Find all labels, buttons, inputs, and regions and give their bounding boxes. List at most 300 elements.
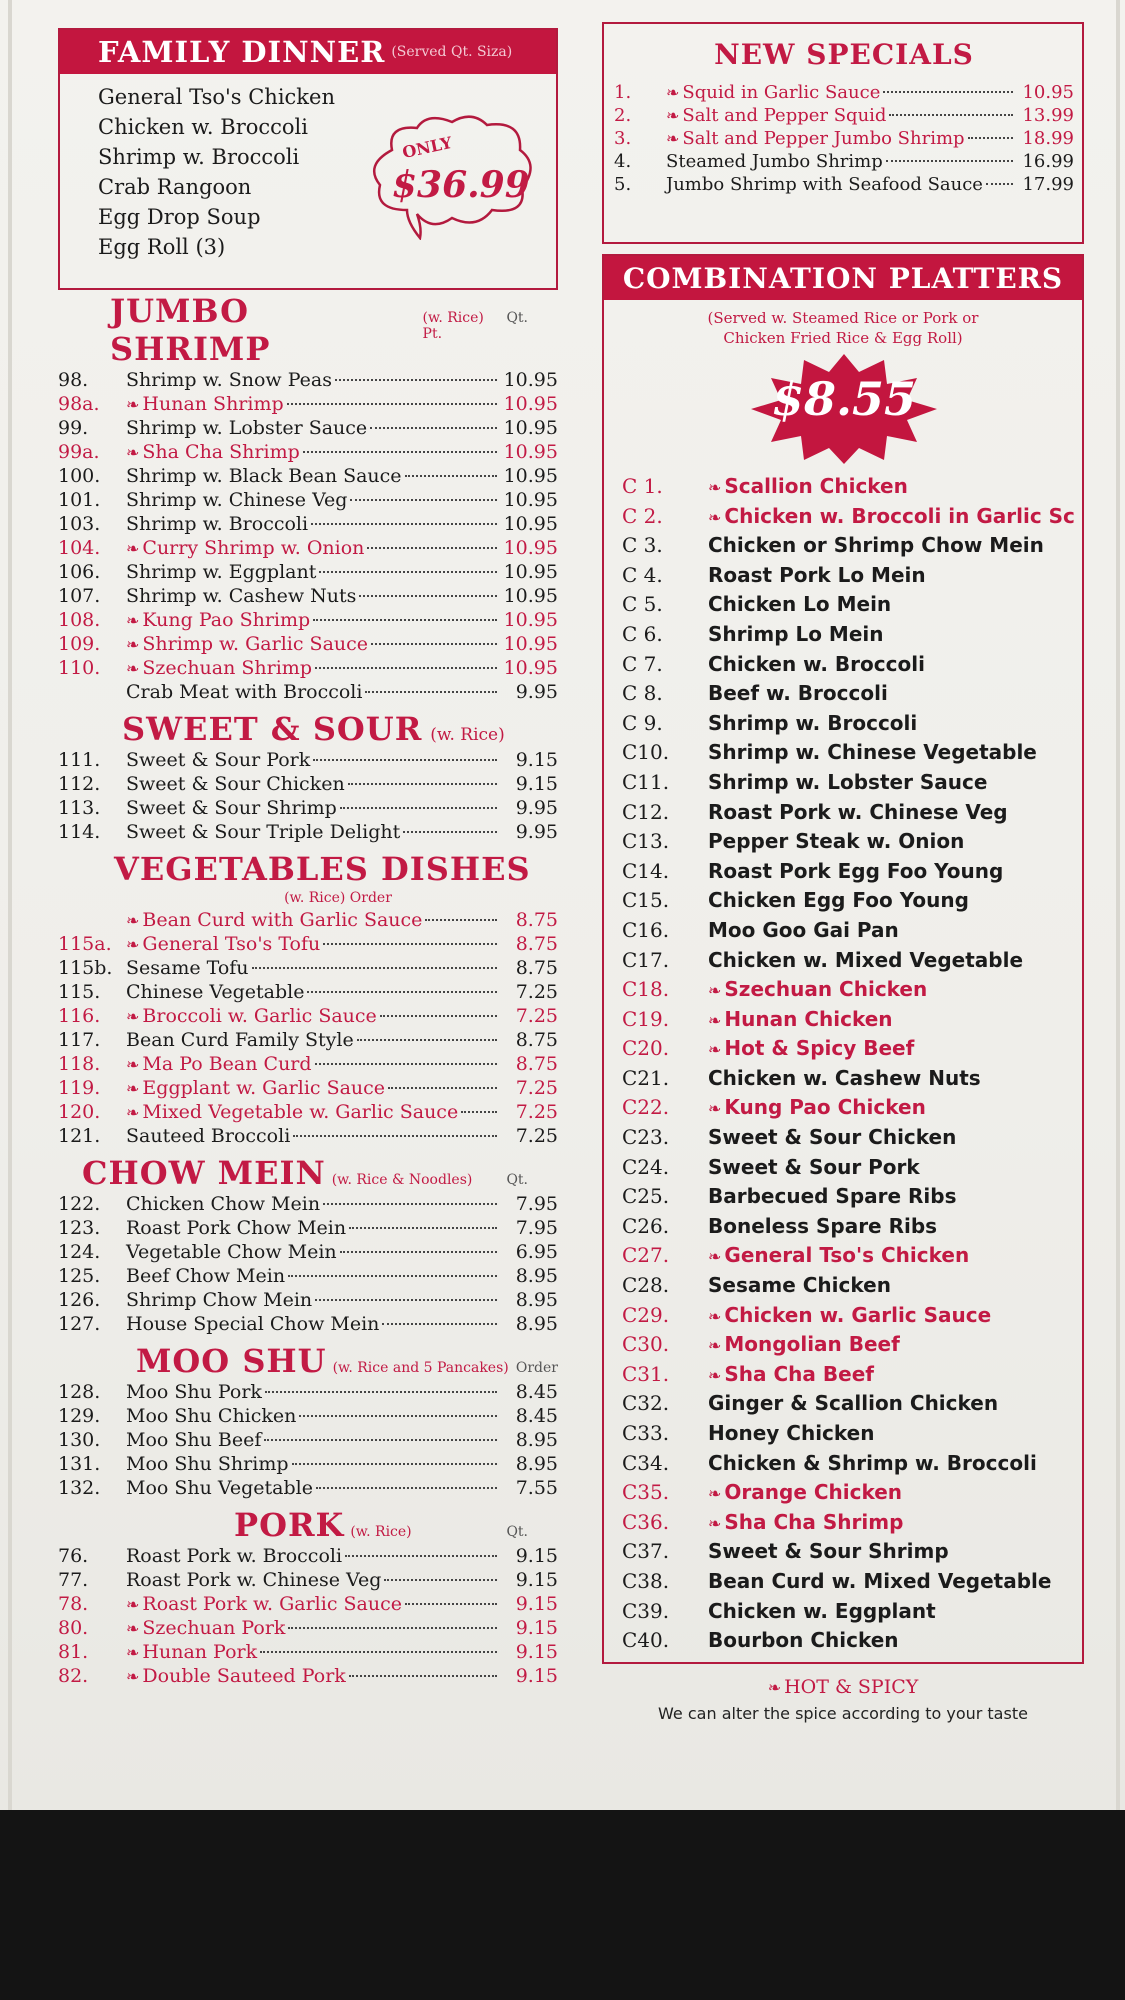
dot-leader	[359, 595, 497, 597]
combo-row	[622, 1273, 1082, 1303]
item-number: 108.	[58, 609, 101, 631]
new-specials-title: NEW SPECIALS	[714, 38, 974, 71]
item-number: 111.	[58, 749, 101, 771]
menu-row	[58, 1192, 558, 1216]
item-name: Moo Shu Beef	[126, 1429, 262, 1451]
item-name: Chicken Chow Mein	[126, 1193, 321, 1215]
item-number: 116.	[58, 1005, 101, 1027]
item-price: 8.95	[515, 1265, 558, 1287]
combo-number: C 8.	[622, 681, 663, 706]
combo-name-wrap	[708, 711, 917, 735]
item-price: 10.95	[503, 609, 558, 631]
combo-row	[622, 829, 1082, 859]
pepper-icon: ❧	[126, 1055, 140, 1074]
item-price: 8.95	[515, 1429, 558, 1451]
combo-name: Boneless Spare Ribs	[708, 1213, 938, 1238]
pepper-icon: ❧	[126, 911, 140, 930]
item-price: 8.95	[515, 1313, 558, 1335]
combo-number: C37.	[622, 1539, 670, 1564]
item-name: General Tso's Tofu	[142, 933, 321, 955]
item-name: Curry Shrimp w. Onion	[142, 537, 365, 559]
dot-leader	[315, 1063, 497, 1065]
dot-leader	[365, 691, 497, 693]
item-name: Sweet & Sour Pork	[126, 749, 311, 771]
item-name: Crab Meat with Broccoli	[126, 681, 363, 703]
combo-number: C26.	[622, 1213, 670, 1238]
combo-number: C39.	[622, 1598, 670, 1623]
item-number: 109.	[58, 633, 101, 655]
menu-row	[58, 1124, 558, 1148]
item-price: 8.75	[515, 1053, 558, 1075]
dot-leader	[323, 1203, 497, 1205]
item-name: Vegetable Chow Mein	[126, 1241, 337, 1263]
item-price: 10.95	[503, 561, 558, 583]
item-price: 8.75	[515, 909, 558, 931]
menu-row	[58, 820, 558, 844]
dot-leader	[388, 1087, 497, 1089]
menu-row	[58, 440, 558, 464]
combo-name: Sha Cha Beef	[724, 1361, 874, 1386]
item-number: 120.	[58, 1101, 101, 1123]
pepper-icon: ❧	[126, 1103, 140, 1122]
item-price: 17.99	[1022, 174, 1074, 195]
combo-row	[622, 1155, 1082, 1185]
item-number: 82.	[58, 1665, 89, 1687]
combo-name: Hunan Chicken	[724, 1006, 893, 1031]
dot-leader	[307, 991, 497, 993]
item-price: 10.95	[503, 465, 558, 487]
combo-name-wrap	[708, 1569, 1051, 1593]
family-dinner-item: Chicken w. Broccoli	[98, 115, 308, 139]
combo-number: C15.	[622, 888, 670, 913]
item-name: House Special Chow Mein	[126, 1313, 380, 1335]
dot-leader	[371, 643, 497, 645]
item-number: 107.	[58, 585, 101, 607]
item-number: 115.	[58, 981, 101, 1003]
item-name: Double Sauteed Pork	[142, 1665, 346, 1687]
menu-row	[58, 1028, 558, 1052]
menu-row	[58, 632, 558, 656]
item-price: 9.95	[515, 797, 558, 819]
item-name: Sweet & Sour Triple Delight	[126, 821, 401, 843]
combo-number: C 1.	[622, 474, 663, 498]
item-number: 2.	[614, 105, 632, 126]
jumbo-shrimp-qt: Qt.	[506, 310, 528, 326]
menu-row	[58, 1476, 558, 1500]
item-number: 98.	[58, 369, 89, 391]
menu-row	[58, 1404, 558, 1428]
pepper-icon: ❧	[708, 1099, 722, 1119]
combo-row	[622, 888, 1082, 918]
item-name: Shrimp w. Black Bean Sauce	[126, 465, 402, 487]
combination-list	[604, 464, 1082, 1658]
combo-name-wrap	[708, 977, 927, 1001]
item-name: Szechuan Shrimp	[142, 657, 312, 679]
item-number: 128.	[58, 1381, 101, 1403]
combo-name-wrap	[708, 533, 1044, 557]
combo-row	[622, 1332, 1082, 1362]
pork-list	[58, 1544, 558, 1688]
dot-leader	[288, 1275, 497, 1277]
dot-leader	[315, 667, 497, 669]
combo-name-wrap	[708, 859, 1003, 883]
item-price: 9.95	[515, 821, 558, 843]
combo-name: Shrimp w. Broccoli	[708, 710, 918, 735]
item-price: 8.95	[515, 1453, 558, 1475]
dot-leader	[357, 1039, 497, 1041]
combo-name: Mongolian Beef	[724, 1332, 900, 1357]
combo-name-wrap	[708, 948, 1023, 972]
item-name: Salt and Pepper Jumbo Shrimp	[682, 128, 965, 149]
item-name: Shrimp Chow Mein	[126, 1289, 313, 1311]
dot-leader	[889, 114, 1013, 116]
pepper-icon: ❧	[708, 507, 722, 527]
pepper-icon: ❧	[708, 1365, 722, 1385]
menu-row	[614, 173, 1074, 196]
pepper-icon: ❧	[126, 443, 140, 462]
combo-name: Bourbon Chicken	[708, 1628, 899, 1653]
item-name: Moo Shu Shrimp	[126, 1453, 289, 1475]
combo-name-wrap	[708, 652, 925, 676]
item-price: 16.99	[1022, 151, 1074, 172]
combo-name: Chicken w. Broccoli in Garlic Sc	[724, 503, 1075, 528]
dot-leader	[293, 1135, 497, 1137]
combo-row	[622, 1599, 1082, 1629]
item-price: 9.15	[515, 749, 558, 771]
dot-leader	[311, 523, 497, 525]
menu-row	[58, 1312, 558, 1336]
item-name: Sweet & Sour Chicken	[126, 773, 345, 795]
combo-name: Orange Chicken	[724, 1480, 903, 1505]
item-price: 7.25	[515, 1101, 558, 1123]
combo-number: C36.	[622, 1509, 670, 1534]
menu-row	[58, 1076, 558, 1100]
hot-spicy-legend	[602, 1676, 1084, 1698]
pepper-icon: ❧	[126, 1079, 140, 1098]
menu-row	[58, 1052, 558, 1076]
item-number: 112.	[58, 773, 101, 795]
item-name: Sesame Tofu	[126, 957, 249, 979]
menu-row	[58, 956, 558, 980]
only-label: ONLY	[400, 132, 454, 163]
menu-row	[58, 1616, 558, 1640]
combo-name: Chicken w. Garlic Sauce	[724, 1302, 992, 1327]
combo-name-wrap	[708, 1007, 893, 1031]
pepper-icon: ❧	[126, 1643, 140, 1662]
item-number: 99a.	[58, 441, 100, 463]
combo-row	[622, 1184, 1082, 1214]
item-number: 123.	[58, 1217, 101, 1239]
dot-leader	[370, 427, 497, 429]
dot-leader	[403, 831, 497, 833]
combo-name: Sha Cha Shrimp	[724, 1509, 904, 1534]
item-price: 6.95	[515, 1241, 558, 1263]
dot-leader	[405, 475, 497, 477]
combo-name-wrap	[708, 1214, 937, 1238]
combo-name: Pepper Steak w. Onion	[708, 829, 965, 854]
family-dinner-item: Crab Rangoon	[98, 175, 252, 199]
combo-name: Roast Pork w. Chinese Veg	[708, 799, 1008, 824]
combo-name-wrap	[708, 1539, 949, 1563]
combo-name: General Tso's Chicken	[724, 1243, 970, 1268]
dot-leader	[425, 919, 497, 921]
chow-mein-header	[82, 1154, 558, 1192]
item-price: 10.95	[503, 537, 558, 559]
item-price: 8.75	[515, 1029, 558, 1051]
sweet-sour-note: (w. Rice)	[430, 725, 505, 745]
pepper-icon: ❧	[666, 83, 680, 102]
pepper-icon: ❧	[126, 659, 140, 678]
new-specials-box	[602, 22, 1084, 244]
item-number: 114.	[58, 821, 101, 843]
combo-number: C 4.	[622, 562, 663, 587]
combo-row	[622, 859, 1082, 889]
combo-name-wrap	[708, 681, 888, 705]
combo-name-wrap	[708, 1362, 874, 1386]
combination-note-line1: (Served w. Steamed Rice or Pork or	[707, 309, 979, 327]
combo-row	[622, 1095, 1082, 1125]
combo-name-wrap	[708, 1628, 899, 1652]
item-name: Shrimp w. Lobster Sauce	[126, 417, 368, 439]
combo-number: C 7.	[622, 651, 663, 676]
item-price: 10.95	[503, 489, 558, 511]
menu-row	[58, 512, 558, 536]
item-name: Roast Pork w. Chinese Veg	[126, 1569, 382, 1591]
combo-row	[622, 1303, 1082, 1333]
combo-name: Beef w. Broccoli	[708, 681, 888, 706]
combo-number: C17.	[622, 947, 670, 972]
item-name: Moo Shu Pork	[126, 1381, 262, 1403]
item-price: 10.95	[1022, 82, 1074, 103]
dot-leader	[323, 943, 497, 945]
combo-name-wrap	[708, 918, 899, 942]
menu-row	[58, 536, 558, 560]
combo-number: C10.	[622, 740, 670, 765]
combo-row	[622, 563, 1082, 593]
combo-number: C22.	[622, 1095, 670, 1120]
pepper-icon: ❧	[708, 1484, 722, 1504]
menu-row	[58, 680, 558, 704]
pepper-icon: ❧	[126, 1007, 140, 1026]
item-price: 7.25	[515, 1125, 558, 1147]
combo-row	[622, 1066, 1082, 1096]
item-name: Moo Shu Vegetable	[126, 1477, 313, 1499]
combo-number: C27.	[622, 1243, 670, 1268]
menu-row	[58, 1592, 558, 1616]
menu-row	[58, 1380, 558, 1404]
combination-price: $8.55	[771, 372, 917, 426]
item-number: 129.	[58, 1405, 101, 1427]
vegetables-header	[114, 850, 558, 888]
pepper-icon: ❧	[126, 1619, 140, 1638]
item-name: Ma Po Bean Curd	[142, 1053, 312, 1075]
dot-leader	[384, 1579, 497, 1581]
item-name: Eggplant w. Garlic Sauce	[142, 1077, 386, 1099]
combo-number: C33.	[622, 1421, 670, 1445]
combo-number: C38.	[622, 1568, 670, 1593]
dot-leader	[319, 571, 497, 573]
item-number: 77.	[58, 1569, 89, 1591]
combo-row	[622, 1391, 1082, 1421]
item-price: 10.95	[503, 441, 558, 463]
combo-name-wrap	[708, 1066, 981, 1090]
pepper-icon: ❧	[666, 106, 680, 125]
item-name: Shrimp w. Chinese Veg	[126, 489, 348, 511]
menu-row	[58, 1568, 558, 1592]
menu-row	[58, 368, 558, 392]
item-price: 9.15	[515, 1617, 558, 1639]
pepper-icon: ❧	[126, 1595, 140, 1614]
combo-number: C 5.	[622, 592, 663, 617]
combo-number: C31.	[622, 1361, 670, 1386]
menu-row	[58, 488, 558, 512]
combo-name: Kung Pao Chicken	[724, 1095, 926, 1120]
item-name: Sweet & Sour Shrimp	[126, 797, 337, 819]
item-price: 7.95	[515, 1217, 558, 1239]
combo-name: Sweet & Sour Pork	[708, 1154, 920, 1179]
dot-leader	[461, 1111, 497, 1113]
combo-name-wrap	[708, 1243, 969, 1267]
item-name: Salt and Pepper Squid	[682, 105, 887, 126]
item-name: Steamed Jumbo Shrimp	[666, 151, 883, 172]
item-price: 10.95	[503, 657, 558, 679]
dot-leader	[264, 1439, 497, 1441]
menu-row	[58, 392, 558, 416]
combo-name: Chicken Egg Foo Young	[708, 888, 969, 913]
pork-qt: Qt.	[506, 1524, 528, 1540]
item-number: 76.	[58, 1545, 89, 1567]
dot-leader	[348, 783, 497, 785]
menu-row	[58, 1004, 558, 1028]
item-name: Hunan Pork	[142, 1641, 258, 1663]
item-price: 8.45	[515, 1381, 558, 1403]
moo-shu-title: MOO SHU	[136, 1342, 327, 1380]
combo-name-wrap	[708, 1125, 956, 1149]
item-number: 110.	[58, 657, 101, 679]
menu-row	[58, 656, 558, 680]
jumbo-shrimp-header	[110, 292, 558, 368]
item-number: 118.	[58, 1053, 101, 1075]
combo-row	[622, 1451, 1082, 1481]
menu-row	[58, 584, 558, 608]
combo-number: C 2.	[622, 503, 663, 528]
combo-name: Chicken Lo Mein	[708, 592, 892, 617]
item-number: 101.	[58, 489, 101, 511]
combo-name: Honey Chicken	[708, 1421, 875, 1445]
pepper-icon: ❧	[708, 1513, 722, 1533]
left-column	[58, 28, 558, 1688]
combination-note-line2: Chicken Fried Rice & Egg Roll)	[723, 329, 963, 347]
menu-row	[614, 150, 1074, 173]
item-name: Broccoli w. Garlic Sauce	[142, 1005, 377, 1027]
menu-row	[58, 1544, 558, 1568]
item-number: 126.	[58, 1289, 101, 1311]
pork-note: (w. Rice)	[350, 1524, 412, 1540]
family-dinner-item: Egg Drop Soup	[98, 205, 261, 229]
combo-number: C25.	[622, 1184, 670, 1209]
item-name: Roast Pork w. Garlic Sauce	[142, 1593, 402, 1615]
combo-number: C11.	[622, 769, 670, 794]
item-price: 7.25	[515, 1005, 558, 1027]
pepper-icon: ❧	[708, 1040, 722, 1060]
combo-name-wrap	[708, 1599, 936, 1623]
item-name: Szechuan Pork	[142, 1617, 286, 1639]
combo-name-wrap	[708, 770, 987, 794]
combo-name: Sweet & Sour Chicken	[708, 1125, 957, 1150]
item-number: 117.	[58, 1029, 101, 1051]
combo-name: Chicken w. Cashew Nuts	[708, 1065, 981, 1090]
vegetables-title: VEGETABLES DISHES	[114, 850, 531, 888]
combo-number: C23.	[622, 1125, 670, 1150]
combo-row	[622, 681, 1082, 711]
combo-number: C13.	[622, 829, 670, 854]
item-name: Roast Pork Chow Mein	[126, 1217, 347, 1239]
combo-name-wrap	[708, 1273, 891, 1297]
combo-number: C 6.	[622, 621, 663, 646]
combo-name: Chicken or Shrimp Chow Mein	[708, 533, 1044, 558]
item-price: 10.95	[503, 417, 558, 439]
combo-name: Shrimp w. Chinese Vegetable	[708, 740, 1037, 765]
combo-number: C40.	[622, 1628, 670, 1653]
menu-row	[58, 1240, 558, 1264]
combo-number: C29.	[622, 1302, 670, 1327]
combo-name: Sweet & Sour Shrimp	[708, 1539, 949, 1564]
item-price: 10.95	[503, 585, 558, 607]
combo-name: Szechuan Chicken	[724, 977, 928, 1002]
family-dinner-item: Shrimp w. Broccoli	[98, 145, 300, 169]
combo-name-wrap	[708, 1451, 1037, 1475]
dot-leader	[287, 403, 497, 405]
dot-leader	[299, 1415, 497, 1417]
combo-number: C20.	[622, 1036, 670, 1061]
combo-number: C32.	[622, 1391, 670, 1416]
item-price: 7.25	[515, 1077, 558, 1099]
combo-row	[622, 533, 1082, 563]
item-name: Shrimp w. Broccoli	[126, 513, 309, 535]
item-name: Shrimp w. Cashew Nuts	[126, 585, 357, 607]
combo-name: Moo Goo Gai Pan	[708, 917, 899, 942]
item-number: 113.	[58, 797, 101, 819]
moo-shu-header	[136, 1342, 558, 1380]
item-number: 132.	[58, 1477, 101, 1499]
item-number: 78.	[58, 1593, 89, 1615]
dot-leader	[260, 1651, 497, 1653]
dot-leader	[345, 1555, 497, 1557]
item-price: 9.15	[515, 1569, 558, 1591]
combo-name-wrap	[708, 504, 1075, 528]
spice-note: We can alter the spice according to your taste	[658, 1704, 1028, 1723]
combination-price-badge	[604, 354, 1082, 464]
dot-leader	[382, 1323, 497, 1325]
pepper-icon: ❧	[708, 1247, 722, 1267]
combo-row	[622, 711, 1082, 741]
combo-name-wrap	[708, 1095, 926, 1119]
combo-row	[622, 652, 1082, 682]
combo-number: C19.	[622, 1006, 670, 1031]
dot-leader	[303, 451, 497, 453]
item-price: 8.75	[515, 933, 558, 955]
fold-edge-left	[8, 0, 12, 1810]
dot-leader	[340, 807, 497, 809]
combo-row	[622, 1480, 1082, 1510]
dot-leader	[335, 379, 497, 381]
item-name: Squid in Garlic Sauce	[682, 82, 881, 103]
family-dinner-note: (Served Qt. Siza)	[391, 44, 513, 60]
item-number: 3.	[614, 128, 632, 149]
combo-number: C28.	[622, 1273, 670, 1298]
item-number: 131.	[58, 1453, 101, 1475]
dot-leader	[265, 1391, 497, 1393]
